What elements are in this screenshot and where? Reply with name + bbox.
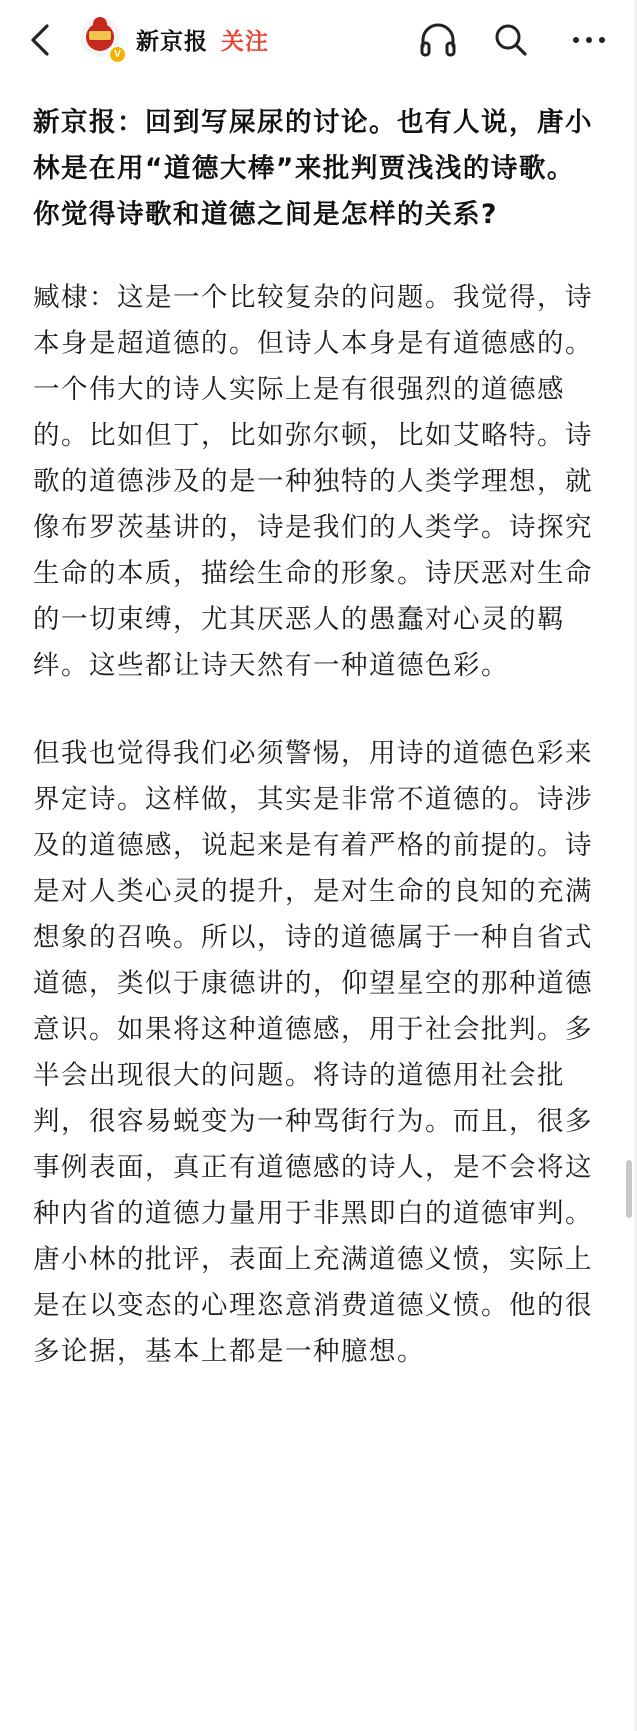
more-icon <box>572 35 606 45</box>
follow-button[interactable]: 关注 <box>221 29 269 55</box>
account-name[interactable]: 新京报 <box>136 29 208 55</box>
top-navigation-bar <box>0 0 637 84</box>
paragraph-spacer <box>33 689 603 731</box>
chevron-left-icon <box>30 23 50 57</box>
answer-paragraph-1: 臧棣：这是一个比较复杂的问题。我觉得，诗本身是超道德的。但诗人本身是有道德感的。一个伟大的诗人实际上是有很强烈的道德感的。比如但丁，比如弥尔顿，比如艾略特。诗歌的道德涉及的是一种独特的人类学理想，就像布罗茨基讲的，诗是我们的人类学。诗探究生命的本质，描绘生命的形象。诗厌恶对生命的一切束缚，尤其厌恶人的愚蠢对心灵的羁绊。这些都让诗天然有一种道德色彩。 <box>33 282 593 681</box>
headphones-icon <box>419 22 457 58</box>
answer-paragraph-2: 但我也觉得我们必须警惕，用诗的道德色彩来界定诗。这样做，其实是非常不道德的。诗涉及的道德感，说起来是有着严格的前提的。诗是对人类心灵的提升，是对生命的良知的充满想象的召唤。所以，诗的道德属于一种自省式道德，类似于康德讲的，仰望星空的那种道德意识。如果将这种道德感，用于社会批判。多半会出现很大的问题。将诗的道德用社会批判，很容易蜕变为一种骂街行为。而且，很多事例表面，真正有道德感的诗人，是不会将这种内省的道德力量用于非黑即白的道德审判。唐小林的批评，表面上充满道德义愤，实际上是在以变态的心理恣意消费道德义愤。他的很多论据，基本上都是一种臆想。 <box>33 738 593 1367</box>
avatar-logo-top <box>93 17 107 26</box>
article-body <box>33 100 603 1375</box>
verified-badge-icon: V <box>108 45 127 64</box>
avatar-logo-mark <box>89 31 111 40</box>
search-button[interactable] <box>489 18 533 62</box>
search-icon <box>493 22 529 58</box>
back-button[interactable] <box>22 18 58 62</box>
scrollbar-thumb[interactable] <box>626 1160 632 1218</box>
more-options-button[interactable] <box>567 18 611 62</box>
paragraph-spacer <box>33 238 603 275</box>
account-avatar[interactable] <box>80 17 121 60</box>
listen-button[interactable] <box>416 18 460 62</box>
interview-question: 新京报：回到写屎尿的讨论。也有人说，唐小林是在用“道德大棒”来批判贾浅浅的诗歌。 你觉得诗歌和道德之间是怎样的关系? <box>33 107 593 230</box>
